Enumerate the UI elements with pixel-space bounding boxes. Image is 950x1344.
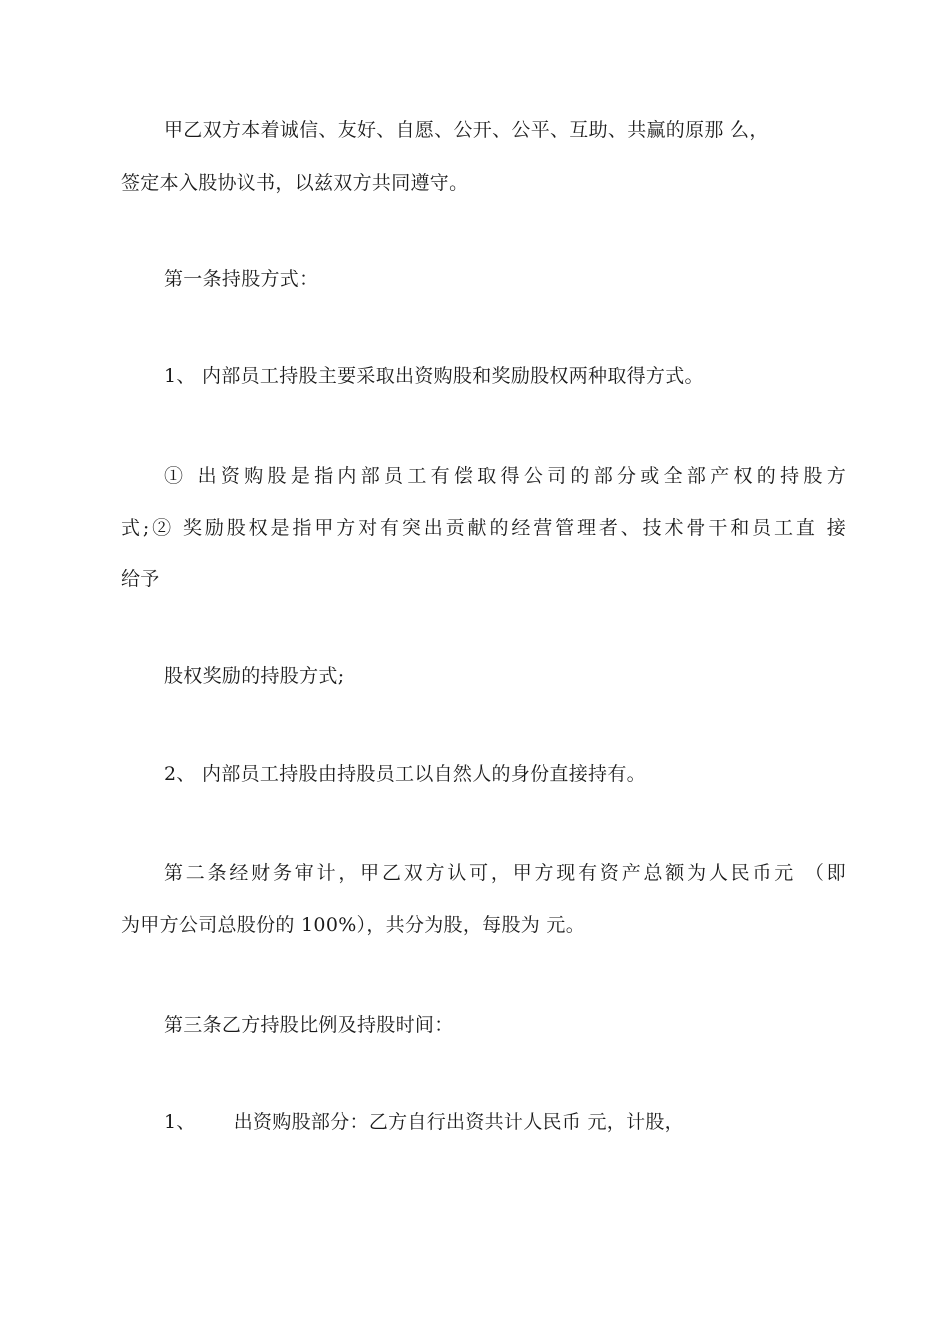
article-3-heading: 第三条乙方持股比例及持股时间： (164, 1014, 454, 1036)
article-1-definition-line-1: ① 出资购股是指内部员工有偿取得公司的部分或全部产权的持股方 (164, 465, 846, 487)
article-2-line-2: 为甲方公司总股份的 100%），共分为股，每股为 元。 (121, 914, 585, 936)
article-1-definition-continuation: 股权奖励的持股方式; (164, 665, 345, 687)
paragraph-principles-line-2: 签定本入股协议书，以兹双方共同遵守。 (121, 172, 469, 194)
article-1-item-1: 1、 内部员工持股主要采取出资购股和奖励股权两种取得方式。 (164, 365, 704, 387)
article-3-item-1: 1、 出资购股部分：乙方自行出资共计人民币 元，计股， (164, 1111, 684, 1133)
article-1-definition-line-3: 给予 (121, 568, 160, 590)
article-1-item-2: 2、 内部员工持股由持股员工以自然人的身份直接持有。 (164, 763, 646, 785)
article-2-line-1: 第二条经财务审计，甲乙双方认可，甲方现有资产总额为人民币元 （即 (164, 862, 846, 884)
article-1-definition-line-2: 式;② 奖励股权是指甲方对有突出贡献的经营管理者、技术骨干和员工直 接 (121, 517, 846, 539)
paragraph-principles-line-1: 甲乙双方本着诚信、友好、自愿、公开、公平、互助、共赢的原那 么， (164, 119, 769, 141)
article-1-heading: 第一条持股方式： (164, 268, 319, 290)
